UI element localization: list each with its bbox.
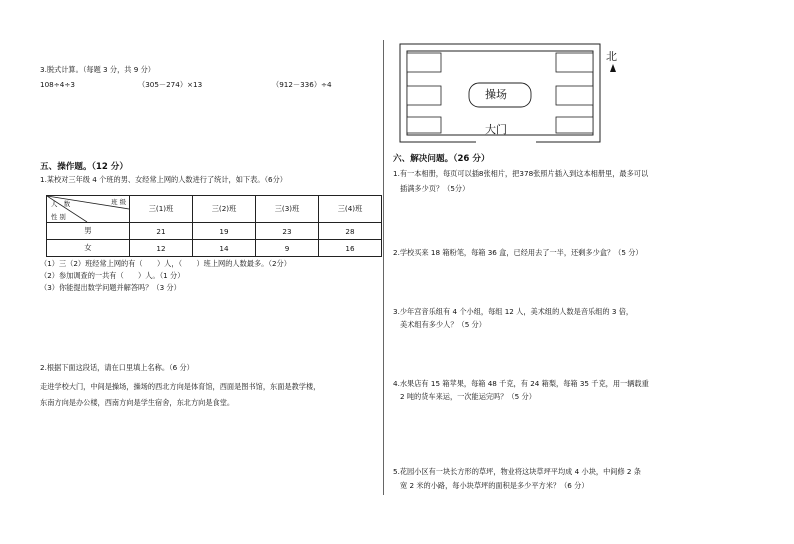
problem-1-line-2: 插满多少页？（5分）	[400, 184, 470, 193]
table-header: 三(1)班	[130, 196, 193, 223]
score-table	[46, 195, 382, 257]
table-cell: 28	[319, 223, 382, 240]
problem-3-line-1: 3.少年宫音乐组有 4 个小组，每组 12 人，美术组的人数是音乐组的 3 倍，	[393, 307, 634, 316]
problem-2: 2.学校买来 18 箱粉笔，每箱 36 盒，已经用去了一半，还剩多少盒？（5 分）	[393, 248, 643, 257]
question-5-2-text-1: 走进学校大门，中间是操场，操场的西北方向是体育馆，西面是图书馆，东面是教学楼，	[40, 382, 321, 391]
problem-5-line-1: 5.花园小区有一块长方形的草坪，物业将这块草坪平均成 4 小块，中间修 2 条	[393, 467, 641, 476]
map-field-label: 操场	[485, 88, 507, 101]
question-5-2-text-2: 东南方向是办公楼，西南方向是学生宿舍，东北方向是食堂。	[40, 398, 235, 407]
calc-item-1: 108÷4÷3	[40, 80, 75, 89]
table-cell: 12	[130, 240, 193, 257]
table-cell: 14	[193, 240, 256, 257]
problem-5-line-2: 宽 2 米的小路，每小块草坪的面积是多少平方米？（6 分）	[400, 481, 589, 490]
problem-4-line-2: 2 吨的货车来运，一次能运完吗？（5 分）	[400, 392, 536, 401]
sub-question-1: （1）三（2）班经常上网的有（ ）人，（ ）班上网的人数最多。（2分）	[40, 259, 291, 268]
table-corner-cell	[47, 196, 130, 223]
table-cell: 23	[256, 223, 319, 240]
table-cell: 16	[319, 240, 382, 257]
section-6-heading: 六、解决问题。（26 分）	[393, 154, 490, 164]
section-5-heading: 五、操作题。（12 分）	[40, 162, 128, 172]
map-gate-label: 大门	[485, 123, 507, 136]
calc-item-3: （912－336）÷4	[272, 80, 332, 89]
map-north-label: 北	[606, 50, 617, 63]
column-divider	[383, 40, 384, 495]
table-header: 三(2)班	[193, 196, 256, 223]
table-cell: 21	[130, 223, 193, 240]
row-label-male: 男	[47, 223, 130, 240]
table-row	[47, 223, 382, 240]
corner-label-class: 班 级	[111, 198, 126, 206]
question-5-2: 2.根据下面这段话，请在口里填上名称。（6 分）	[40, 363, 194, 372]
table-header: 三(4)班	[319, 196, 382, 223]
corner-label-count: 人 数	[51, 200, 71, 208]
corner-label-gender: 性 别	[51, 213, 66, 221]
table-cell: 19	[193, 223, 256, 240]
table-row	[47, 240, 382, 257]
sub-question-2: （2）参加调查的一共有（ ）人。（1 分）	[40, 271, 185, 280]
table-header: 三(3)班	[256, 196, 319, 223]
calc-item-2: （305－274）×13	[138, 80, 203, 89]
school-map	[396, 38, 626, 148]
table-cell: 9	[256, 240, 319, 257]
north-arrow-icon	[610, 64, 616, 72]
row-label-female: 女	[47, 240, 130, 257]
problem-4-line-1: 4.水果店有 15 箱苹果，每箱 48 千克，有 24 箱梨，每箱 35 千克，用一辆载重	[393, 379, 649, 388]
calc-title: 3.脱式计算。（每题 3 分，共 9 分）	[40, 65, 155, 74]
sub-question-3: （3）你能提出数学问题并解答吗？（3 分）	[40, 283, 181, 292]
problem-1-line-1: 1.有一本相册，每页可以插8张相片，把378张照片插入到这本相册里，最多可以	[393, 169, 649, 178]
question-5-1: 1.某校对三年级 4 个班的男、女经常上网的人数进行了统计，如下表。（6分）	[40, 175, 287, 184]
problem-3-line-2: 美术组有多少人？（5 分）	[400, 320, 486, 329]
